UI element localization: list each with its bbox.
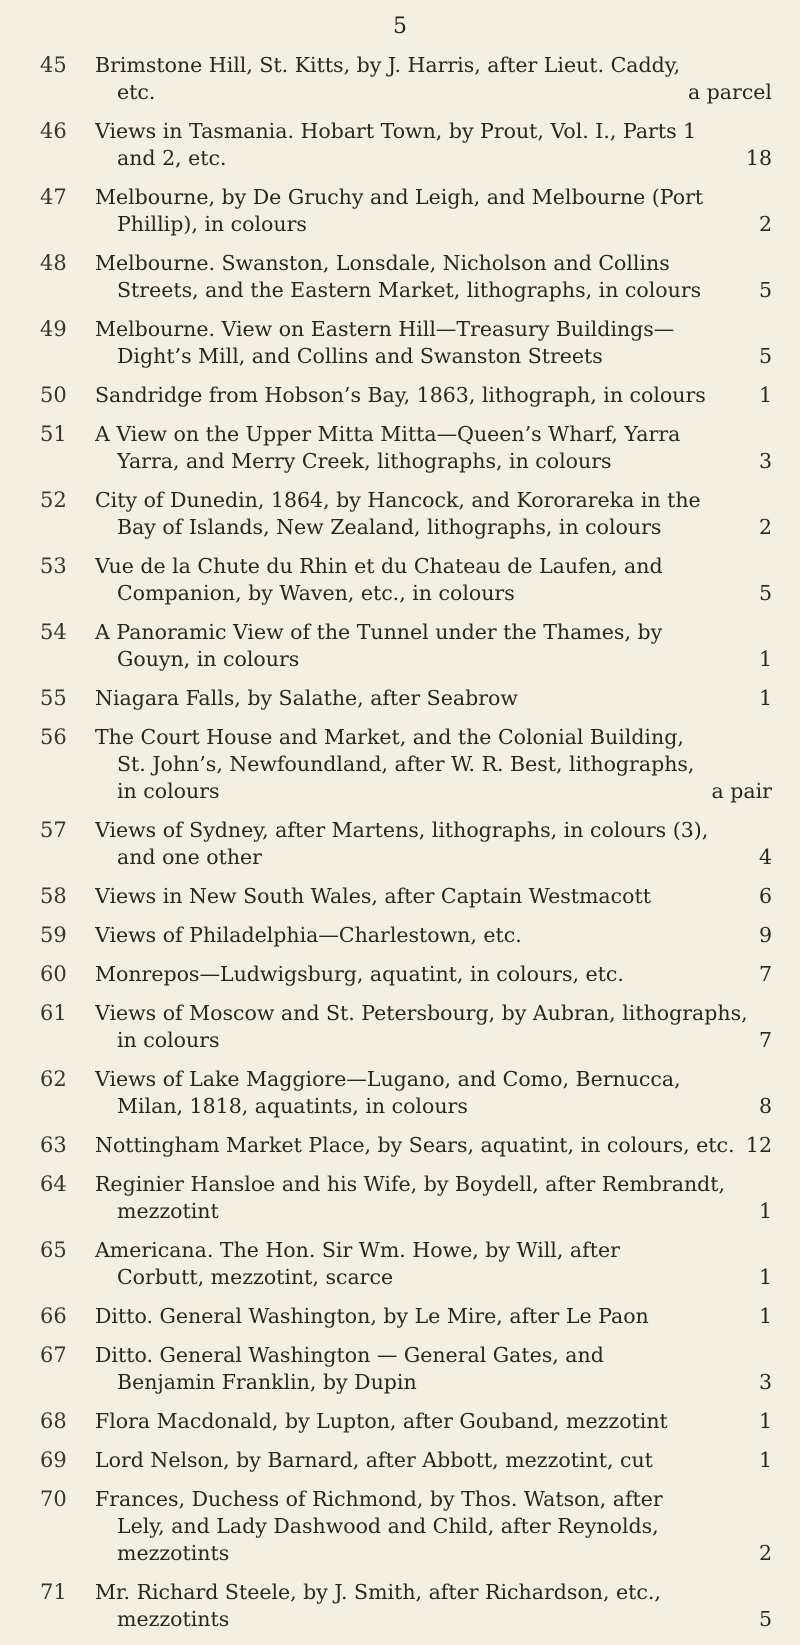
lot-entry xyxy=(0,250,800,304)
lot-quantity: 7 xyxy=(758,1028,772,1052)
lot-description-line: mezzotint xyxy=(117,1199,219,1223)
lot-number: 68 xyxy=(40,1409,67,1433)
lot-description-line: The Court House and Market, and the Colonial Building, xyxy=(95,725,684,749)
lot-number: 58 xyxy=(40,884,67,908)
lot-description-line: mezzotints xyxy=(117,1541,230,1565)
lot-entry xyxy=(0,487,800,541)
lot-quantity: 1 xyxy=(758,1448,772,1472)
lot-number: 57 xyxy=(40,818,67,842)
lot-number: 61 xyxy=(40,1001,67,1025)
lot-description-line: Bay of Islands, New Zealand, lithographs, in colours xyxy=(117,515,662,539)
lot-description-line: Flora Macdonald, by Lupton, after Gouband, mezzotint xyxy=(95,1409,668,1433)
lot-number: 66 xyxy=(40,1304,67,1328)
lot-description-line: A Panoramic View of the Tunnel under the Thames, by xyxy=(95,620,663,644)
lot-quantity: a pair xyxy=(711,779,772,803)
lot-number: 54 xyxy=(40,620,67,644)
lot-quantity: 2 xyxy=(758,1541,772,1565)
lot-description-line: Nottingham Market Place, by Sears, aquatint, in colours, etc. xyxy=(95,1133,735,1157)
lot-entry xyxy=(0,1447,800,1474)
lot-description-line: Niagara Falls, by Salathe, after Seabrow xyxy=(95,686,518,710)
lot-description-line: Benjamin Franklin, by Dupin xyxy=(117,1370,417,1394)
lot-quantity: 1 xyxy=(758,647,772,671)
lot-description-line: Phillip), in colours xyxy=(117,212,307,236)
lot-number: 71 xyxy=(40,1580,67,1604)
lot-entry xyxy=(0,619,800,673)
lot-number: 53 xyxy=(40,554,67,578)
lot-quantity: 6 xyxy=(758,884,772,908)
lot-description-line: Views of Lake Maggiore—Lugano, and Como, Bernucca, xyxy=(95,1067,681,1091)
lot-description-line: Lely, and Lady Dashwood and Child, after Reynolds, xyxy=(117,1514,659,1538)
lot-description-line: mezzotints xyxy=(117,1607,230,1631)
lot-entry xyxy=(0,421,800,475)
lot-description-line: Monrepos—Ludwigsburg, aquatint, in colours, etc. xyxy=(95,962,624,986)
lot-description-line: Dight’s Mill, and Collins and Swanston Streets xyxy=(117,344,603,368)
lot-quantity: 5 xyxy=(758,1607,772,1631)
lot-description-line: Gouyn, in colours xyxy=(117,647,300,671)
lot-number: 46 xyxy=(40,119,67,143)
lot-quantity: 12 xyxy=(745,1133,772,1157)
lot-number: 52 xyxy=(40,488,67,512)
lot-quantity: 1 xyxy=(758,383,772,407)
lot-description-line: Milan, 1818, aquatints, in colours xyxy=(117,1094,468,1118)
lot-quantity: 1 xyxy=(758,1199,772,1223)
lot-description-line: Streets, and the Eastern Market, lithographs, in colours xyxy=(117,278,702,302)
lot-entry xyxy=(0,1408,800,1435)
lot-quantity: 3 xyxy=(758,449,772,473)
lot-quantity: 1 xyxy=(758,1409,772,1433)
lot-entry xyxy=(0,685,800,712)
lot-quantity: 9 xyxy=(758,923,772,947)
lot-number: 56 xyxy=(40,725,67,749)
lot-quantity: 5 xyxy=(758,581,772,605)
lot-description-line: Corbutt, mezzotint, scarce xyxy=(117,1265,394,1289)
lot-number: 60 xyxy=(40,962,67,986)
lot-entry xyxy=(0,118,800,172)
lot-description-line: Melbourne, by De Gruchy and Leigh, and Melbourne (Port xyxy=(95,185,704,209)
lot-description-line: Melbourne. Swanston, Lonsdale, Nicholson and Collins xyxy=(95,251,670,275)
lot-number: 48 xyxy=(40,251,67,275)
lot-description-line: Views of Sydney, after Martens, lithographs, in colours (3), xyxy=(95,818,709,842)
lot-entry xyxy=(0,184,800,238)
lot-quantity: 2 xyxy=(758,212,772,236)
lot-description-line: and one other xyxy=(117,845,262,869)
lot-description-line: etc. xyxy=(117,80,156,104)
lot-number: 64 xyxy=(40,1172,67,1196)
lot-description-line: Brimstone Hill, St. Kitts, by J. Harris, after Lieut. Caddy, xyxy=(95,53,681,77)
lot-description-line: Views of Moscow and St. Petersbourg, by Aubran, lithographs, xyxy=(95,1001,748,1025)
lot-number: 50 xyxy=(40,383,67,407)
lot-description-line: Ditto. General Washington — General Gates, and xyxy=(95,1343,604,1367)
lot-entry xyxy=(0,961,800,988)
lot-number: 55 xyxy=(40,686,67,710)
lot-quantity: 1 xyxy=(758,1304,772,1328)
lot-description-line: Yarra, and Merry Creek, lithographs, in colours xyxy=(117,449,612,473)
lot-quantity: 3 xyxy=(758,1370,772,1394)
lot-description-line: City of Dunedin, 1864, by Hancock, and Kororareka in the xyxy=(95,488,701,512)
lot-entry xyxy=(0,1000,800,1054)
lot-number: 67 xyxy=(40,1343,67,1367)
lot-entry xyxy=(0,382,800,409)
lot-entry xyxy=(0,724,800,805)
lot-entry xyxy=(0,922,800,949)
lot-quantity: 1 xyxy=(758,686,772,710)
lot-description-line: Ditto. General Washington, by Le Mire, after Le Paon xyxy=(95,1304,649,1328)
lot-entry xyxy=(0,883,800,910)
lot-entry xyxy=(0,817,800,871)
lot-description-line: Reginier Hansloe and his Wife, by Boydell, after Rembrandt, xyxy=(95,1172,726,1196)
lot-quantity: a parcel xyxy=(687,80,772,104)
lot-number: 69 xyxy=(40,1448,67,1472)
lot-description-line: Views in Tasmania. Hobart Town, by Prout, Vol. I., Parts 1 xyxy=(95,119,697,143)
lot-description-line: St. John’s, Newfoundland, after W. R. Best, lithographs, xyxy=(117,752,695,776)
lot-description-line: Views in New South Wales, after Captain Westmacott xyxy=(95,884,651,908)
lot-quantity: 1 xyxy=(758,1265,772,1289)
lot-entry xyxy=(0,1342,800,1396)
lot-entry xyxy=(0,1579,800,1633)
lot-quantity: 8 xyxy=(758,1094,772,1118)
lot-quantity: 7 xyxy=(758,962,772,986)
lot-description-line: Views of Philadelphia—Charlestown, etc. xyxy=(95,923,522,947)
lot-entry xyxy=(0,52,800,106)
lot-quantity: 18 xyxy=(745,146,772,170)
lot-entry xyxy=(0,316,800,370)
lot-description-line: Sandridge from Hobson’s Bay, 1863, lithograph, in colours xyxy=(95,383,706,407)
page-number: 5 xyxy=(393,14,407,39)
lot-entry xyxy=(0,1486,800,1567)
lot-description-line: A View on the Upper Mitta Mitta—Queen’s Wharf, Yarra xyxy=(95,422,681,446)
lot-description-line: in colours xyxy=(117,1028,220,1052)
lot-number: 49 xyxy=(40,317,67,341)
lot-entry xyxy=(0,1171,800,1225)
lot-number: 62 xyxy=(40,1067,67,1091)
lot-description-line: Frances, Duchess of Richmond, by Thos. Watson, after xyxy=(95,1487,663,1511)
catalogue-list xyxy=(0,52,800,1645)
lot-description-line: Mr. Richard Steele, by J. Smith, after Richardson, etc., xyxy=(95,1580,661,1604)
lot-entry xyxy=(0,1237,800,1291)
lot-description-line: Melbourne. View on Eastern Hill—Treasury Buildings— xyxy=(95,317,675,341)
lot-number: 51 xyxy=(40,422,67,446)
lot-description-line: Lord Nelson, by Barnard, after Abbott, mezzotint, cut xyxy=(95,1448,653,1472)
lot-entry xyxy=(0,1303,800,1330)
lot-number: 63 xyxy=(40,1133,67,1157)
lot-number: 70 xyxy=(40,1487,67,1511)
lot-quantity: 5 xyxy=(758,344,772,368)
lot-number: 65 xyxy=(40,1238,67,1262)
lot-quantity: 2 xyxy=(758,515,772,539)
lot-description-line: Vue de la Chute du Rhin et du Chateau de Laufen, and xyxy=(95,554,663,578)
lot-description-line: in colours xyxy=(117,779,220,803)
lot-entry xyxy=(0,553,800,607)
lot-description-line: Companion, by Waven, etc., in colours xyxy=(117,581,515,605)
lot-quantity: 4 xyxy=(758,845,772,869)
lot-number: 47 xyxy=(40,185,67,209)
lot-entry xyxy=(0,1132,800,1159)
lot-number: 59 xyxy=(40,923,67,947)
lot-description-line: and 2, etc. xyxy=(117,146,227,170)
lot-entry xyxy=(0,1066,800,1120)
lot-number: 45 xyxy=(40,53,67,77)
lot-quantity: 5 xyxy=(758,278,772,302)
lot-description-line: Americana. The Hon. Sir Wm. Howe, by Will, after xyxy=(95,1238,620,1262)
